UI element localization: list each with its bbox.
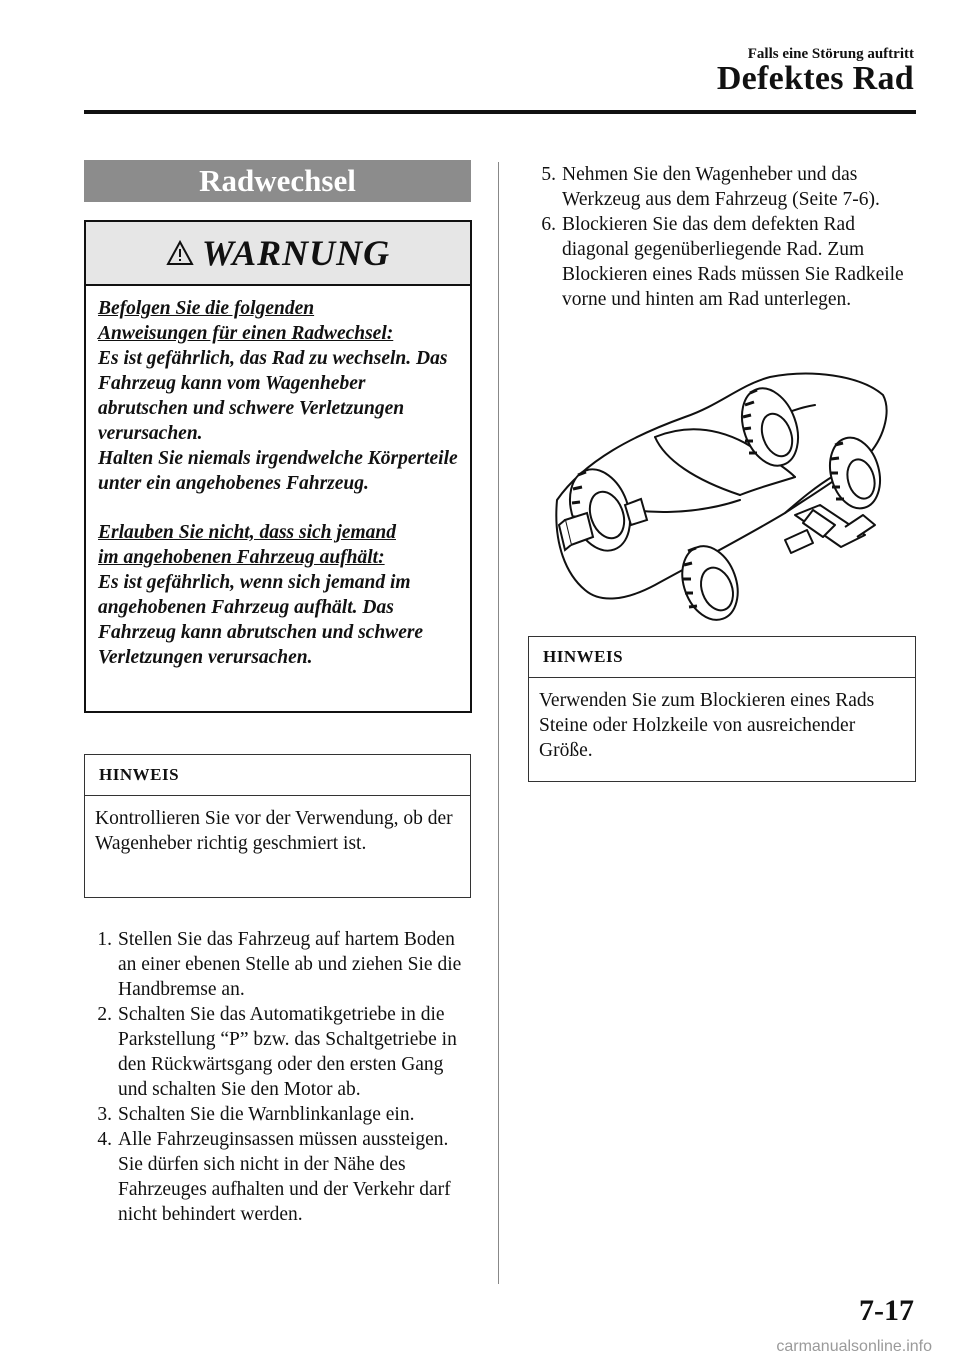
note-text: Kontrollieren Sie vor der Verwendung, ob der Wagenheber richtig geschmiert ist.	[95, 808, 453, 854]
chapter-subtitle: Falls eine Störung auftritt	[747, 46, 914, 62]
note-box-chocks	[528, 636, 916, 782]
wheel-icon	[673, 538, 748, 625]
list-item: 5. Nehmen Sie den Wagenheber und das Werkzeug aus dem Fahrzeug (Seite 7-6).	[541, 164, 880, 210]
list-item: 6. Blockieren Sie das dem defekten Rad diagonal gegenüberliegende Rad. Zum Blockieren eines Rads müssen Sie Radkeile vorne und hinten am Rad unterlegen.	[541, 214, 904, 310]
warning-box	[84, 220, 472, 713]
note-heading: HINWEIS	[85, 755, 470, 796]
header-rule	[84, 110, 916, 114]
warning-triangle-icon	[166, 240, 194, 266]
chapter-title: Defektes Rad	[716, 60, 914, 97]
warning-body	[86, 286, 470, 670]
warning-header	[86, 222, 470, 286]
note-box-lubrication	[84, 754, 471, 898]
warning-heading-1b: Anweisungen für einen Radwechsel:	[98, 323, 394, 344]
section-title: Radwechsel	[84, 160, 471, 202]
wheel-icon	[823, 432, 888, 514]
page-number: 7-17	[859, 1294, 914, 1327]
warning-text-1: Es ist gefährlich, das Rad zu wechseln. Das Fahrzeug kann vom Wagenheber abrutschen und schwere Verletzungen verursachen.	[98, 348, 448, 444]
note-heading: HINWEIS	[529, 637, 915, 678]
chocked-wheel-icon	[559, 461, 647, 559]
list-item: 1. Stellen Sie das Fahrzeug auf hartem Boden an einer ebenen Stelle ab und ziehen Sie die Handbremse an.	[97, 929, 462, 1000]
car-wheel-chock-illustration	[545, 365, 890, 625]
warning-heading-2a: Erlauben Sie nicht, dass sich jemand	[98, 522, 396, 543]
list-item: 3. Schalten Sie die Warnblinkanlage ein.	[97, 1104, 415, 1125]
wheel-icon	[732, 381, 808, 474]
watermark: carmanualsonline.info	[776, 1338, 932, 1355]
column-divider	[498, 162, 499, 1284]
warning-text-1b: Halten Sie niemals irgendwelche Körperteile unter ein angehobenes Fahrzeug.	[98, 448, 458, 494]
note-text: Verwenden Sie zum Blockieren eines Rads Steine oder Holzkeile von ausreichender Größe.	[539, 690, 875, 761]
warning-heading-2b: im angehobenen Fahrzeug aufhält:	[98, 547, 385, 568]
warning-heading-1a: Befolgen Sie die folgenden	[98, 298, 315, 319]
list-item: 2. Schalten Sie das Automatikgetriebe in die Parkstellung “P” bzw. das Schaltgetriebe in den Rückwärtsgang oder den ersten Gang und schalten Sie den Motor ab.	[97, 1004, 457, 1100]
warning-text-2: Es ist gefährlich, wenn sich jemand im angehobenen Fahrzeug aufhält. Das Fahrzeug kann abrutschen und schwere Verletzungen verursachen.	[98, 572, 424, 668]
steps-list-left	[84, 927, 474, 1227]
jack-icon	[785, 505, 875, 553]
list-item: 4. Alle Fahrzeuginsassen müssen aussteigen. Sie dürfen sich nicht in der Nähe des Fahrzeuges aufhalten und der Verkehr darf nicht behindert werden.	[97, 1129, 451, 1225]
warning-title: WARNUNG	[201, 233, 391, 273]
steps-list-right	[528, 162, 916, 312]
